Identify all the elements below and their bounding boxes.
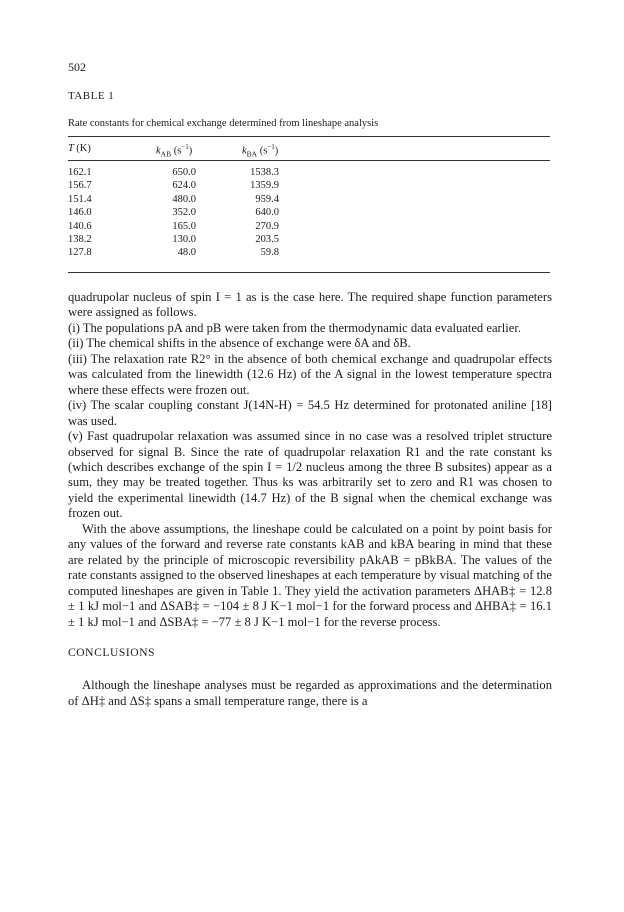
paragraph: (iii) The relaxation rate R2° in the absence of both chemical exchange and quadrupolar effects was calculated from the linewidth (12.6 Hz) of the A signal in the lowest temperature spectra where these effects were frozen out.	[68, 351, 552, 397]
table-row	[66, 179, 279, 192]
table-row	[66, 220, 279, 233]
cell-kab: 624.0	[172, 180, 196, 192]
paragraph: (i) The populations pA and pB were taken from the thermodynamic data evaluated earlier.	[68, 320, 521, 335]
column-header-kab: $k_{AB}$ $(s^{-1})$	[156, 143, 193, 159]
cell-kab: 352.0	[172, 207, 196, 219]
cell-kba: 1538.3	[250, 167, 279, 178]
table-caption: Rate constants for chemical exchange determined from lineshape analysis	[68, 118, 379, 129]
table-row	[66, 246, 279, 259]
cell-kba: 640.0	[255, 207, 279, 219]
cell-temperature: 162.1	[68, 167, 92, 178]
cell-kba: 59.8	[260, 247, 279, 259]
table-row	[66, 166, 279, 179]
column-header-temperature: T (K)	[68, 143, 91, 154]
column-header-kba: $k_{BA}$ $(s^{-1})$	[242, 143, 279, 159]
cell-kba: 203.5	[255, 234, 279, 246]
page-number: 502	[68, 60, 86, 74]
cell-kba: 959.4	[255, 193, 279, 205]
table-bottom-rule	[68, 272, 550, 273]
paragraph: (ii) The chemical shifts in the absence of exchange were δA and δB.	[68, 336, 411, 351]
paragraph: (v) Fast quadrupolar relaxation was assumed since in no case was a resolved triplet structure observed for signal B. Since the rate of quadrupolar relaxation R1 and the rate constant ks (which describes exchange of the spin I = 1/2 nucleus among the three B subsites) appear as a sum, they may be treated together. Thus ks was arbitrarily set to zero and R1 was chosen to yield the experimental linewidth (14.7 Hz) of the B signal when the chemical exchange was frozen out.	[68, 429, 552, 521]
cell-temperature: 127.8	[68, 247, 92, 259]
cell-temperature: 151.4	[68, 193, 92, 205]
cell-kab: 165.0	[172, 220, 196, 232]
paragraph: (iv) The scalar coupling constant J(14N-H) = 54.5 Hz determined for protonated aniline [18] was used.	[68, 398, 552, 428]
cell-kab: 650.0	[172, 167, 196, 178]
table-row	[66, 206, 279, 219]
table-row	[66, 193, 279, 206]
paragraph: Although the lineshape analyses must be regarded as approximations and the determination of ΔH‡ and ΔS‡ spans a small temperature range, there is a	[68, 678, 552, 708]
table-label: TABLE 1	[68, 90, 115, 102]
cell-temperature: 140.6	[68, 220, 92, 232]
paragraph: quadrupolar nucleus of spin I = 1 as is the case here. The required shape function parameters were assigned as follows.	[68, 290, 552, 320]
cell-kba: 270.9	[255, 220, 279, 232]
body-text	[68, 290, 552, 709]
cell-kab: 48.0	[177, 247, 196, 259]
cell-temperature: 156.7	[68, 180, 92, 192]
table-top-rule	[68, 136, 550, 137]
cell-temperature: 146.0	[68, 207, 92, 219]
cell-kab: 480.0	[172, 193, 196, 205]
paragraph: With the above assumptions, the lineshape could be calculated on a point by point basis for any values of the forward and reverse rate constants kAB and kBA bearing in mind that these are related by the principle of microscopic reversibility pAkAB = pBkBA. The values of the rate constants assigned to the observed lineshapes at each temperature by visual matching of the computed lineshapes are given in Table 1. They yield the activation parameters ΔHAB‡ = 12.8 ± 1 kJ mol−1 and ΔSAB‡ = −104 ± 8 J K−1 mol−1 for the forward process and ΔHBA‡ = 16.1 ± 1 kJ mol−1 and ΔSBA‡ = −77 ± 8 J K−1 mol−1 for the reverse process.	[68, 521, 552, 629]
section-heading: CONCLUSIONS	[68, 646, 156, 659]
cell-kba: 1359.9	[250, 180, 279, 192]
table-header-rule	[68, 160, 550, 161]
cell-kab: 130.0	[172, 234, 196, 246]
table-row	[66, 233, 279, 246]
cell-temperature: 138.2	[68, 234, 92, 246]
rate-constants-table	[66, 166, 279, 260]
